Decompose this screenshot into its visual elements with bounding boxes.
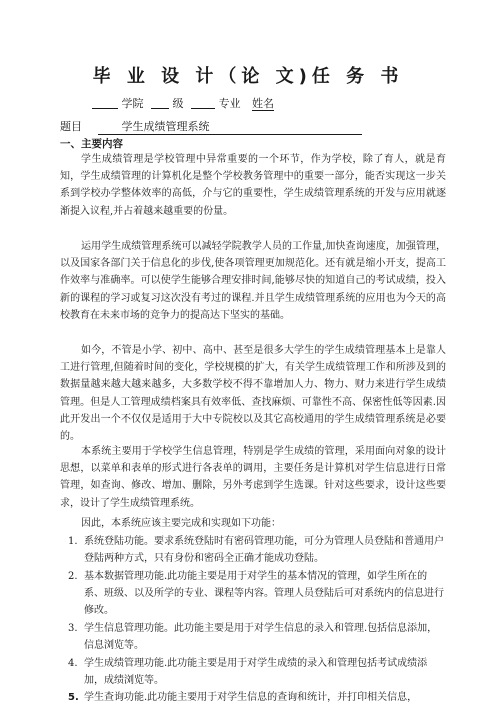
student-info-line — [92, 95, 274, 111]
topic-value: 学生成绩管理系统 — [98, 118, 362, 135]
college-label: 学院 — [121, 97, 144, 110]
list-item: 3. 学生信息管理功能。此功能主要是用于对学生信息的录入和管理.包括信息添加，信息浏览等。 — [68, 623, 438, 652]
list-item: 5. 学生查询功能.此功能主要用于对学生信息的查询和统计，并打印相关信息， — [68, 692, 418, 703]
paragraph-4: 本系统主要用于学校学生信息管理，特别是学生成绩的管理，采用面向对象的设计思想，以菜单和表单的形式进行各表单的调用，主要任务是计算机对学生信息进行日常管理，如查询、修改、增加、删除，另外考虑到学生选课。针对这些要求，设计这些要求，设计了学生成绩管理系统。 — [60, 446, 446, 509]
paragraph-5: 因此，本系统应该主要完成和实现如下功能： — [81, 518, 281, 529]
topic-line — [60, 118, 362, 135]
name-label: 姓名 — [252, 97, 274, 110]
major-label: 专业 — [218, 97, 241, 110]
paragraph-2: 运用学生成绩管理系统可以减轻学院教学人员的工作量,加快查询速度，加强管理，以及国家各部门关于信息化的步伐,使各项管理更加规范化。还有就是缩小开支，提高工作效率与准确率。可以使学生能够合理安排时间,能够尽快的知道自己的考试成绩，投入新的课程的学习或复习这次没有考过的课程.并且学生成绩管理系统的应用也为今天的高校教育在未来市场的竞争力的提高达下坚实的基础。 — [60, 241, 446, 321]
topic-label: 题目 — [60, 120, 82, 133]
major-blank — [191, 97, 215, 109]
document-title: 毕 业 设 计（论 文)任 务 书 — [92, 66, 404, 87]
section-heading: 一、主要内容 — [60, 138, 123, 150]
list-item: 4. 学生成绩管理功能.此功能主要是用于对学生成绩的录入和管理包括考试成绩添加，成绩浏览等。 — [68, 658, 428, 687]
list-item: 1. 系统登陆功能。要求系统登陆时有密码管理功能，可分为管理人员登陆和普通用户登陆两种方式，只有身份和密码全正确才能成功登陆。 — [68, 536, 444, 565]
paragraph-1: 学生成绩管理是学校管理中异常重要的一个环节，作为学校，除了育人，就是育知，学生成绩管理的计算机化是整个学校教务管理中的重要一部分，能否实现这一步关系到学校办学整体效率的高低，介与它的重要性，学生成绩管理系统的开发与应用就逐渐提入议程,并占着越来越重要的份量。 — [60, 154, 446, 217]
grade-blank — [151, 97, 169, 109]
college-blank — [92, 97, 118, 109]
list-item: 2. 基本数据管理功能.此功能主要是用于对学生的基本情况的管理，如学生所在的系、班级、以及所学的专业、课程等内容。管理人员登陆后可对系统内的信息进行修改。 — [68, 571, 444, 617]
paragraph-3: 如今，不管是小学、初中、高中、甚至是很多大学生的学生成绩管理基本上是靠人工进行管理,但随着时间的变化，学校规模的扩大，有关学生成绩管理工作和所涉及到的数据量越来越大越来越多，大多数学校不得不靠增加人力、物力、财力来进行学生成绩管理。但是人工管理成绩档案具有效率低、查找麻烦、可靠性不高、保密性低等因素.因此开发出一个不仅仅是适用于大中专院校以及其它高校通用的学生成绩管理系统是必要的。 — [60, 345, 446, 443]
grade-label: 级 — [172, 97, 184, 110]
